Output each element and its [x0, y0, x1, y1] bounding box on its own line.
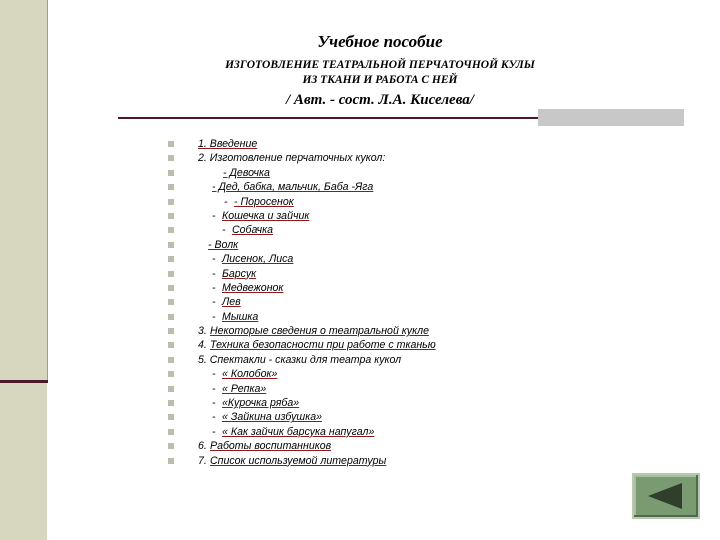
toc-item-prefix: -: [212, 368, 216, 381]
bullet-icon: [168, 184, 174, 190]
toc-link[interactable]: « Колобок»: [222, 368, 278, 381]
toc-item: [168, 425, 588, 439]
toc-item: [168, 137, 588, 151]
toc-item: [168, 209, 588, 223]
bullet-icon: [168, 328, 174, 334]
left-decorative-bar: [0, 0, 47, 540]
left-bar-border: [47, 0, 48, 382]
toc-item: [168, 281, 588, 295]
toc-item: [168, 195, 588, 209]
toc-heading: 5. Спектакли - сказки для театра кукол: [198, 353, 402, 366]
toc-link[interactable]: Кошечка и зайчик: [222, 209, 310, 222]
toc-link[interactable]: Лев: [222, 296, 241, 309]
subtitle-line-1: ИЗГОТОВЛЕНИЕ ТЕАТРАЛЬНОЙ ПЕРЧАТОЧНОЙ КУЛЫ: [225, 59, 535, 71]
toc-item-prefix: -: [212, 310, 216, 323]
title-divider: [118, 117, 538, 119]
toc-item: [168, 180, 588, 194]
toc-item-prefix: -: [212, 411, 216, 424]
title-divider-accent: [538, 109, 684, 126]
toc-link[interactable]: Мышка: [222, 310, 259, 323]
bullet-icon: [168, 371, 174, 377]
toc-link[interactable]: Работы воспитанников: [210, 440, 332, 453]
toc-link[interactable]: «Курочка ряба»: [222, 397, 300, 410]
bullet-icon: [168, 271, 174, 277]
toc-link[interactable]: 1. Введение: [198, 138, 258, 150]
toc-link[interactable]: Некоторые сведения о театральной кукле: [210, 325, 429, 338]
toc-link[interactable]: Собачка: [232, 224, 274, 237]
bullet-icon: [168, 242, 174, 248]
bullet-icon: [168, 414, 174, 420]
toc-item: [168, 454, 588, 468]
toc-item-prefix: 4.: [198, 339, 207, 352]
authors-line: / Авт. - сост. Л.А. Киселева/: [286, 92, 474, 108]
toc-link[interactable]: Список используемой литературы: [210, 454, 387, 467]
toc-item: [168, 295, 588, 309]
toc-item: [168, 353, 588, 367]
toc-link[interactable]: - Девочка: [223, 166, 270, 179]
toc-heading: 2. Изготовление перчаточных кукол:: [198, 152, 386, 165]
toc-item-prefix: -: [212, 296, 216, 309]
toc-link[interactable]: Лисенок, Лиса: [222, 253, 294, 266]
bullet-icon: [168, 314, 174, 320]
bullet-icon: [168, 429, 174, 435]
toc-item: [168, 166, 588, 180]
title-block: [120, 32, 640, 109]
page-title: Учебное пособие: [317, 32, 443, 51]
toc-item: [168, 396, 588, 410]
toc-item: [168, 324, 588, 338]
table-of-contents: [168, 137, 588, 468]
toc-item: [168, 439, 588, 453]
toc-item-prefix: 3.: [198, 325, 207, 338]
toc-item-prefix: -: [224, 195, 228, 208]
toc-item: [168, 238, 588, 252]
bullet-icon: [168, 170, 174, 176]
bullet-icon: [168, 141, 174, 147]
toc-item: [168, 338, 588, 352]
toc-link[interactable]: - Поросенок: [234, 195, 294, 208]
toc-item: [168, 367, 588, 381]
toc-item-prefix: -: [212, 281, 216, 294]
bullet-icon: [168, 256, 174, 262]
toc-link[interactable]: Техника безопасности при работе с тканью: [210, 339, 436, 352]
toc-item: [168, 382, 588, 396]
toc-item-prefix: -: [212, 382, 216, 395]
left-accent-line: [0, 380, 48, 383]
toc-item-prefix: -: [212, 397, 216, 410]
toc-item: [168, 310, 588, 324]
toc-link[interactable]: Медвежонок: [222, 281, 284, 294]
bullet-icon: [168, 213, 174, 219]
toc-item-prefix: 7.: [198, 454, 207, 467]
toc-link[interactable]: « Как зайчик барсука напугал»: [222, 425, 375, 438]
bullet-icon: [168, 285, 174, 291]
toc-item-prefix: -: [212, 253, 216, 266]
toc-item: [168, 223, 588, 237]
toc-item-prefix: 6.: [198, 440, 207, 453]
toc-link[interactable]: - Волк: [208, 238, 239, 251]
toc-item-prefix: -: [212, 209, 216, 222]
bullet-icon: [168, 458, 174, 464]
toc-link[interactable]: « Зайкина избушка»: [222, 411, 322, 424]
bullet-icon: [168, 443, 174, 449]
toc-link[interactable]: Барсук: [222, 267, 257, 280]
bullet-icon: [168, 299, 174, 305]
bullet-icon: [168, 227, 174, 233]
bullet-icon: [168, 400, 174, 406]
bullet-icon: [168, 342, 174, 348]
toc-item: [168, 151, 588, 165]
toc-item: [168, 267, 588, 281]
bullet-icon: [168, 357, 174, 363]
bullet-icon: [168, 199, 174, 205]
bullet-icon: [168, 386, 174, 392]
toc-item-prefix: -: [212, 267, 216, 280]
toc-item-prefix: -: [222, 224, 226, 237]
back-arrow-icon: [648, 483, 684, 509]
toc-item: [168, 252, 588, 266]
bullet-icon: [168, 155, 174, 161]
toc-item-prefix: -: [212, 425, 216, 438]
back-button[interactable]: [632, 473, 700, 519]
toc-link[interactable]: - Дед, бабка, мальчик, Баба -Яга: [212, 181, 374, 194]
toc-item: [168, 410, 588, 424]
subtitle-line-2: ИЗ ТКАНИ И РАБОТА С НЕЙ: [302, 74, 458, 86]
toc-link[interactable]: « Репка»: [222, 382, 267, 395]
